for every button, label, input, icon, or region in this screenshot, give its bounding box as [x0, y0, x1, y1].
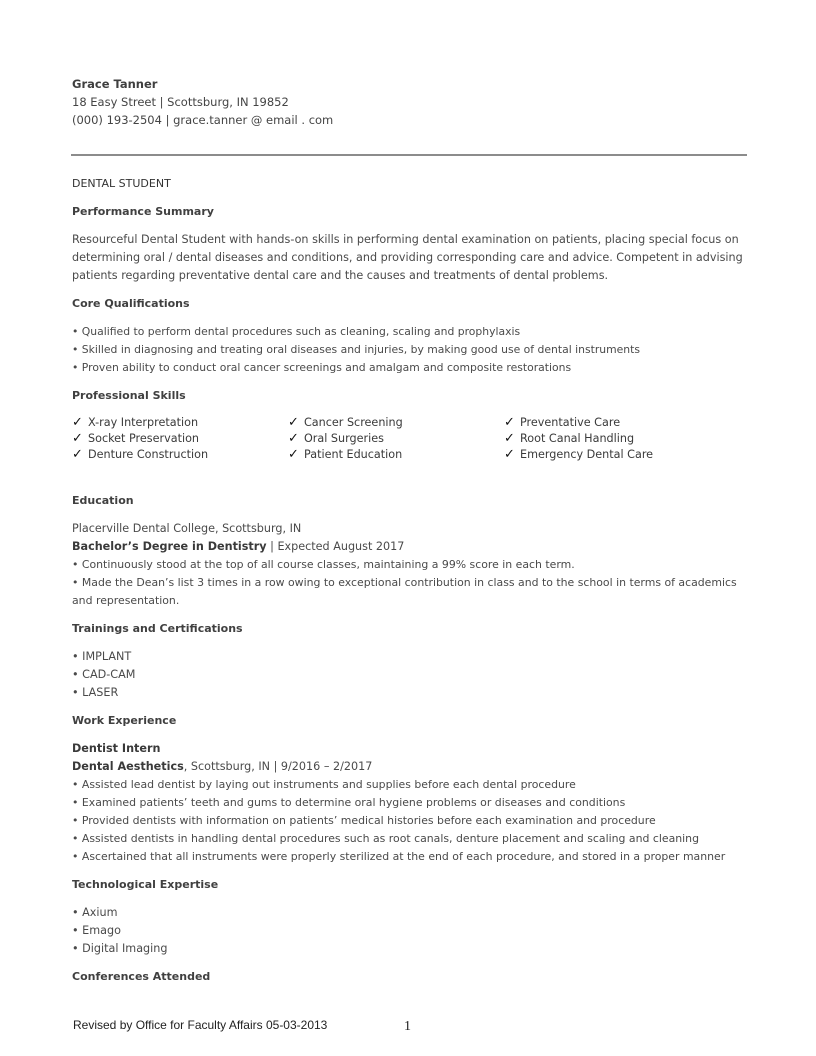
check-icon: ✓ [504, 447, 515, 462]
training-item: • IMPLANT [72, 650, 132, 663]
degree-line: Bachelor’s Degree in Dentistry | Expected August 2017 [72, 540, 405, 553]
skill-item: ✓ Cancer Screening [288, 415, 403, 430]
check-icon: ✓ [504, 415, 515, 430]
work-item: • Examined patients’ teeth and gums to determine oral hygiene problems or diseases and conditions [72, 796, 626, 809]
skill-item: ✓ Preventative Care [504, 415, 621, 430]
tech-item: • Axium [72, 906, 118, 919]
skill-item: ✓ Emergency Dental Care [504, 447, 654, 462]
tech-heading: Technological Expertise [72, 878, 219, 891]
header-divider [71, 154, 747, 156]
job-role: Dentist Intern [72, 742, 161, 755]
education-item: and representation. [72, 594, 180, 607]
conferences-heading: Conferences Attended [72, 970, 211, 983]
skill-item: ✓ Socket Preservation [72, 431, 200, 446]
education-item: • Continuously stood at the top of all course classes, maintaining a 99% score in each term. [72, 558, 575, 571]
summary-line: determining oral / dental diseases and conditions, and providing corresponding care and advice. Competent in advising [72, 251, 743, 264]
skill-item: ✓ X-ray Interpretation [72, 415, 199, 430]
skill-item: ✓ Root Canal Handling [504, 431, 635, 446]
skill-item: ✓ Patient Education [288, 447, 403, 462]
check-icon: ✓ [504, 431, 515, 446]
summary-heading: Performance Summary [72, 205, 214, 218]
qualification-item: • Skilled in diagnosing and treating oral diseases and injuries, by making good use of dental instruments [72, 343, 640, 356]
qualification-item: • Proven ability to conduct oral cancer screenings and amalgam and composite restorations [72, 361, 572, 374]
training-item: • LASER [72, 686, 119, 699]
check-icon: ✓ [72, 431, 83, 446]
school-name: Placerville Dental College, Scottsburg, IN [72, 522, 302, 535]
applicant-name: Grace Tanner [72, 77, 158, 91]
skill-item: ✓ Oral Surgeries [288, 431, 384, 446]
training-item: • CAD-CAM [72, 668, 136, 681]
work-item: • Assisted lead dentist by laying out instruments and supplies before each dental procedure [72, 778, 576, 791]
check-icon: ✓ [72, 415, 83, 430]
job-company-line: Dental Aesthetics, Scottsburg, IN | 9/2016 – 2/2017 [72, 760, 373, 773]
education-item: • Made the Dean’s list 3 times in a row owing to exceptional contribution in class and to the school in terms of academics [72, 576, 737, 589]
work-heading: Work Experience [72, 714, 177, 727]
work-item: • Ascertained that all instruments were properly sterilized at the end of each procedure, and stored in a proper manner [72, 850, 726, 863]
address-line: 18 Easy Street | Scottsburg, IN 19852 [72, 95, 289, 109]
revision-note: Revised by Office for Faculty Affairs 05-03-2013 [73, 1018, 328, 1032]
work-item: • Provided dentists with information on patients’ medical histories before each examination and procedure [72, 814, 656, 827]
check-icon: ✓ [72, 447, 83, 462]
page-number: 1 [404, 1019, 411, 1034]
tech-item: • Digital Imaging [72, 942, 168, 955]
summary-line: patients regarding preventative dental care and the causes and treatments of dental problems. [72, 269, 609, 282]
skill-item: ✓ Denture Construction [72, 447, 209, 462]
check-icon: ✓ [288, 447, 299, 462]
check-icon: ✓ [288, 415, 299, 430]
work-item: • Assisted dentists in handling dental procedures such as root canals, denture placement and scaling and cleaning [72, 832, 699, 845]
resume-title: DENTAL STUDENT [72, 177, 171, 190]
qualification-item: • Qualified to perform dental procedures such as cleaning, scaling and prophylaxis [72, 325, 521, 338]
skills-heading: Professional Skills [72, 389, 186, 402]
qualifications-heading: Core Qualifications [72, 297, 190, 310]
tech-item: • Emago [72, 924, 121, 937]
contact-line: (000) 193-2504 | grace.tanner @ email . com [72, 113, 334, 127]
check-icon: ✓ [288, 431, 299, 446]
education-heading: Education [72, 494, 134, 507]
summary-line: Resourceful Dental Student with hands-on skills in performing dental examination on patients, placing special focus on [72, 233, 739, 246]
trainings-heading: Trainings and Certifications [72, 622, 243, 635]
